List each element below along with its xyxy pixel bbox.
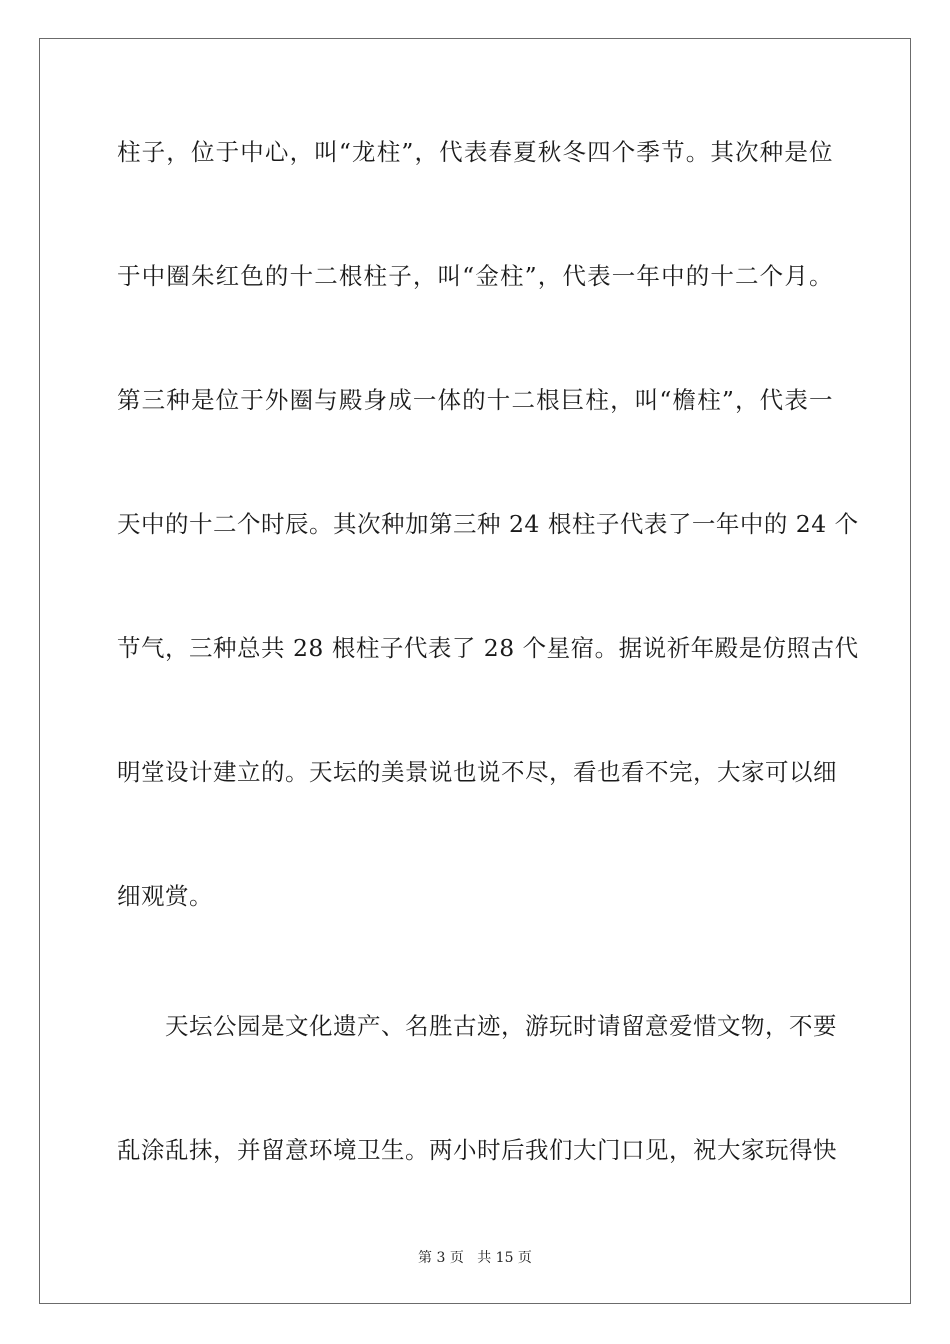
body-text-line: 天中的十二个时辰。其次种加第三种 24 根柱子代表了一年中的 24 个 xyxy=(117,510,859,538)
page-number: 第 3 页 xyxy=(418,1250,464,1266)
paragraph-first-line: 天坛公园是文化遗产、名胜古迹，游玩时请留意爱惜文物，不要 xyxy=(165,1012,837,1040)
page-total: 共 15 页 xyxy=(477,1250,532,1266)
body-text-line: 柱子，位于中心，叫“龙柱”，代表春夏秋冬四个季节。其次种是位 xyxy=(117,138,833,166)
body-text-line: 第三种是位于外圈与殿身成一体的十二根巨柱，叫“檐柱”，代表一 xyxy=(117,386,833,414)
body-text-line: 细观赏。 xyxy=(117,882,213,910)
body-text-line: 节气，三种总共 28 根柱子代表了 28 个星宿。据说祈年殿是仿照古代 xyxy=(117,634,859,662)
page-frame xyxy=(39,38,911,1304)
body-text-line: 于中圈朱红色的十二根柱子，叫“金柱”，代表一年中的十二个月。 xyxy=(117,262,833,290)
page-footer xyxy=(0,1249,950,1267)
body-text-line: 明堂设计建立的。天坛的美景说也说不尽，看也看不完，大家可以细 xyxy=(117,758,837,786)
body-text-line: 乱涂乱抹，并留意环境卫生。两小时后我们大门口见，祝大家玩得快 xyxy=(117,1136,837,1164)
